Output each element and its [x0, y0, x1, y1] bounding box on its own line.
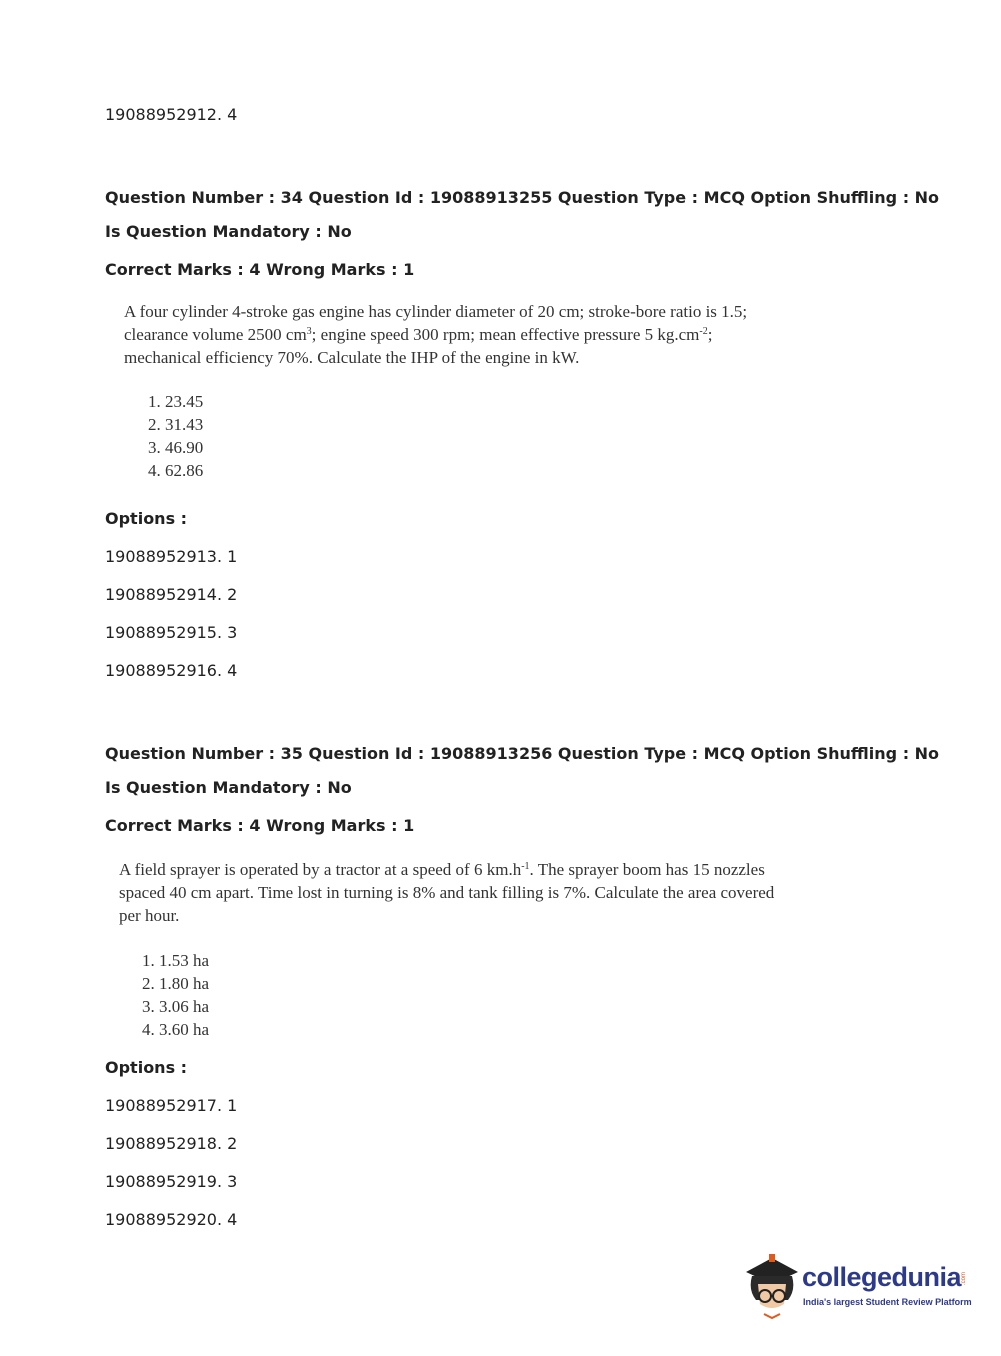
choice-item: 3. 3.06 ha — [142, 997, 210, 1016]
logo-tagline: India's largest Student Review Platform — [803, 1297, 972, 1307]
mandatory-line: Is Question Mandatory : No — [105, 222, 352, 241]
choice-item: 1. 23.45 — [148, 392, 204, 411]
options-label: Options : — [105, 509, 188, 528]
choice-item: 4. 3.60 ha — [142, 1020, 210, 1039]
option-line: 19088952915. 3 — [105, 623, 238, 642]
question-text: A field sprayer is operated by a tractor at a speed of 6 $km.h^{-1}$. The sprayer boom has 15 nozzles spaced 40 cm apart. Time lost in turning is 8% and tank filling is 7%. Calculate the area covered per hour. — [119, 860, 775, 925]
choice-item: 1. 1.53 ha — [142, 951, 210, 970]
marks-line: Correct Marks : 4 Wrong Marks : 1 — [105, 260, 415, 279]
option-line: 19088952920. 4 — [105, 1210, 238, 1229]
option-line: 19088952914. 2 — [105, 585, 238, 604]
choice-item: 4. 62.86 — [148, 461, 204, 480]
option-line: 19088952917. 1 — [105, 1096, 238, 1115]
question-header: Question Number : 34 Question Id : 19088913255 Question Type : MCQ Option Shuffling : No — [105, 188, 940, 207]
option-line: 19088952916. 4 — [105, 661, 238, 680]
mandatory-line: Is Question Mandatory : No — [105, 778, 352, 797]
marks-line: Correct Marks : 4 Wrong Marks : 1 — [105, 816, 415, 835]
collegedunia-logo — [742, 1250, 972, 1320]
question-text: A four cylinder 4-stroke gas engine has cylinder diameter of 20 cm; stroke-bore ratio is 1.5; clearance volume 2500 $cm^3$; engine speed 300 rpm; mean effective pressure 5 $kg.cm^{-2}$; mechanical efficiency 70%. Calculate the IHP of the engine in kW. — [124, 302, 748, 367]
mascot-icon — [742, 1250, 802, 1320]
choice-item: 3. 46.90 — [148, 438, 204, 457]
option-line: 19088952919. 3 — [105, 1172, 238, 1191]
question-header: Question Number : 35 Question Id : 19088913256 Question Type : MCQ Option Shuffling : No — [105, 744, 940, 763]
option-line: 19088952918. 2 — [105, 1134, 238, 1153]
choice-item: 2. 1.80 ha — [142, 974, 210, 993]
logo-wordmark: collegedunia — [802, 1262, 962, 1292]
option-line: 19088952912. 4 — [105, 105, 238, 124]
choice-item: 2. 31.43 — [148, 415, 204, 434]
logo-suffix: .com — [961, 1272, 967, 1286]
option-line: 19088952913. 1 — [105, 547, 238, 566]
options-label: Options : — [105, 1058, 188, 1077]
